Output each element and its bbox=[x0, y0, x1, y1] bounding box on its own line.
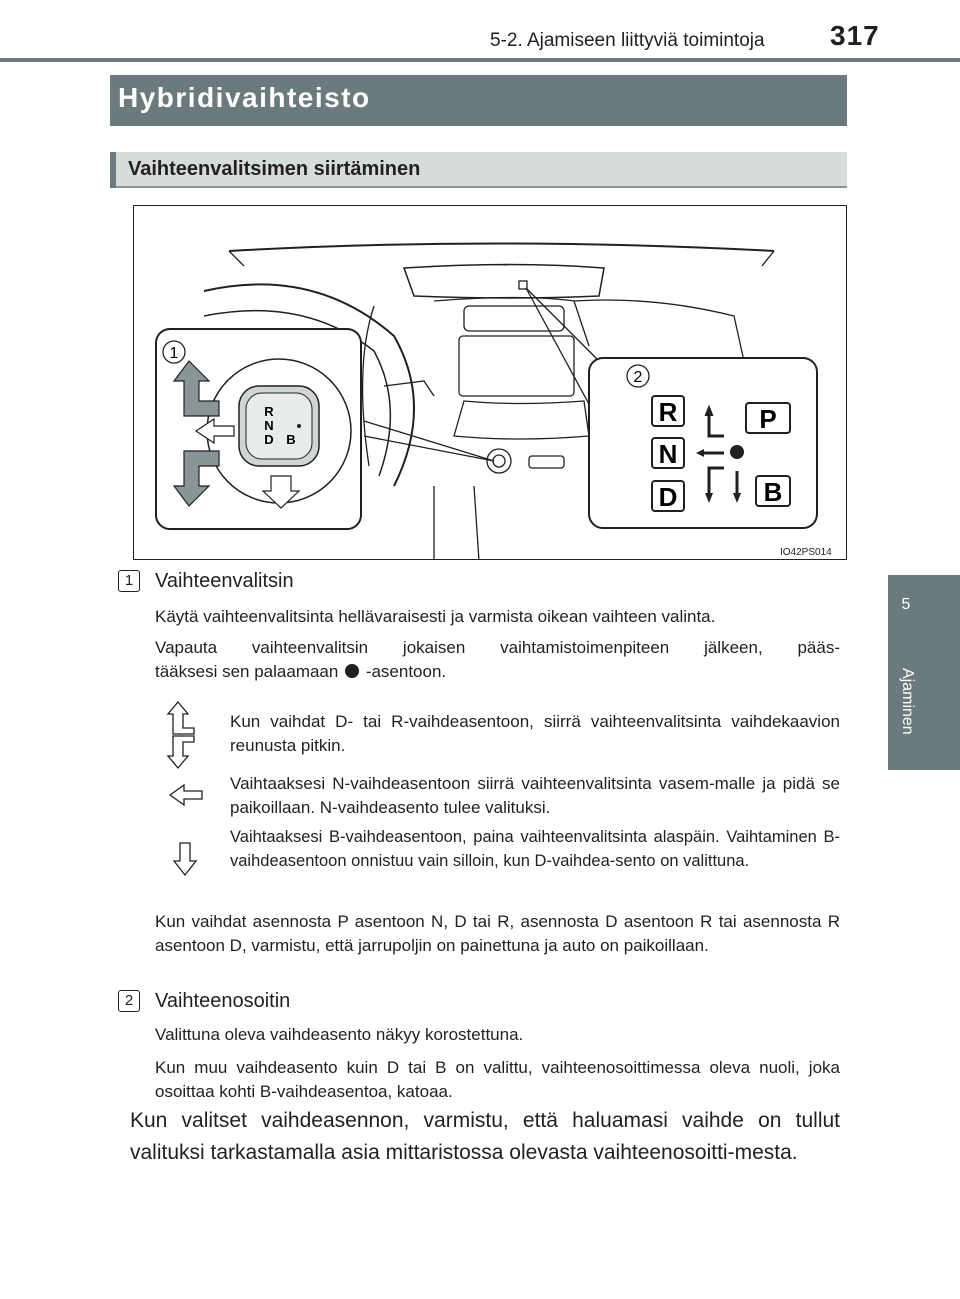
legend-text-up-down: Kun vaihdat D- tai R-vaihdeasentoon, siirrä vaihteenvalitsinta vaihdekaavion reunusta pitkin. bbox=[230, 712, 840, 755]
item1-para2-pre: tääksesi sen palaamaan bbox=[155, 662, 339, 681]
item-number-badge: 2 bbox=[118, 990, 140, 1012]
svg-text:P: P bbox=[759, 404, 777, 434]
callout-2-label: 2 bbox=[633, 369, 643, 386]
shift-lever-illustration bbox=[133, 205, 847, 560]
svg-text:R: R bbox=[264, 404, 274, 419]
closing-paragraph: Kun valitset vaihdeasennon, varmistu, että haluamasi vaihde on tullut valituksi tarkastamalla asia mittaristossa olevasta vaihteenosoitti-mesta. bbox=[130, 1109, 840, 1164]
dashboard-drawing bbox=[134, 206, 847, 560]
legend-text-down: Vaihtaaksesi B-vaihdeasentoon, paina vaihteenvalitsinta alaspäin. Vaihtaminen B-vaihdeasentoon onnistuu vain silloin, kun D-vaihdea-sento on valittuna. bbox=[230, 828, 840, 870]
figure-code: IO42PS014 bbox=[780, 547, 832, 558]
up-down-arrows-icon bbox=[160, 700, 210, 770]
item2-para1: Valittuna oleva vaihdeasento näkyy korostettuna. bbox=[155, 1025, 524, 1044]
svg-text:N: N bbox=[658, 439, 678, 469]
item2-para2: Kun muu vaihdeasento kuin D tai B on valittu, vaihteenosoittimessa oleva nuoli, joka osoittaa kohti B-vaihdeasentoa, katoaa. bbox=[155, 1058, 840, 1101]
item2-title: Vaihteenosoitin bbox=[155, 990, 291, 1012]
item1-para2-post: -asentoon. bbox=[365, 662, 447, 681]
item1-para2-line2 bbox=[155, 660, 555, 684]
legend-row-up-down bbox=[160, 700, 840, 770]
svg-text:N: N bbox=[264, 418, 274, 433]
item1-para2-line1: Vapauta vaihteenvalitsin jokaisen vaihtamistoimenpiteen jälkeen, pääs- bbox=[155, 638, 840, 657]
svg-text:D: D bbox=[658, 482, 678, 512]
subtitle: Vaihteenvalitsimen siirtäminen bbox=[128, 158, 421, 180]
item-number-badge: 1 bbox=[118, 570, 140, 592]
page-title: Hybridivaihteisto bbox=[118, 82, 371, 113]
header-rule bbox=[0, 58, 960, 62]
callout-1-label: 1 bbox=[169, 345, 179, 362]
down-arrow-icon bbox=[160, 825, 210, 895]
svg-text:B: B bbox=[286, 432, 296, 447]
legend-row-down bbox=[160, 825, 840, 897]
item1-title: Vaihteenvalitsin bbox=[155, 570, 294, 592]
chapter-number: 5 bbox=[901, 596, 911, 613]
svg-text:D: D bbox=[264, 432, 274, 447]
chapter-label: Ajaminen bbox=[899, 668, 916, 735]
page-number: 317 bbox=[830, 20, 880, 51]
legend-text-left: Vaihtaaksesi N-vaihdeasentoon siirrä vaihteenvalitsinta vasem-malle ja pidä se paikoillaan. N-vaihdeasento tulee valituksi. bbox=[230, 774, 840, 817]
chapter-label-wrap bbox=[894, 668, 918, 758]
item1-note: Kun vaihdat asennosta P asentoon N, D tai R, asennosta D asentoon R tai asennosta R asentoon D, varmistu, että jarrupoljin on painettuna ja auto on paikoillaan. bbox=[155, 912, 840, 955]
neutral-dot-icon bbox=[345, 664, 359, 678]
subtitle-bar-mark bbox=[110, 152, 116, 188]
svg-text:R: R bbox=[658, 397, 678, 427]
item1-para1: Käytä vaihteenvalitsinta hellävaraisesti ja varmista oikean vaihteen valinta. bbox=[155, 607, 716, 626]
left-arrow-icon bbox=[160, 770, 210, 820]
header-section-title: 5-2. Ajamiseen liittyviä toimintoja bbox=[490, 30, 765, 51]
svg-text:B: B bbox=[763, 477, 783, 507]
legend-row-left bbox=[160, 770, 840, 822]
